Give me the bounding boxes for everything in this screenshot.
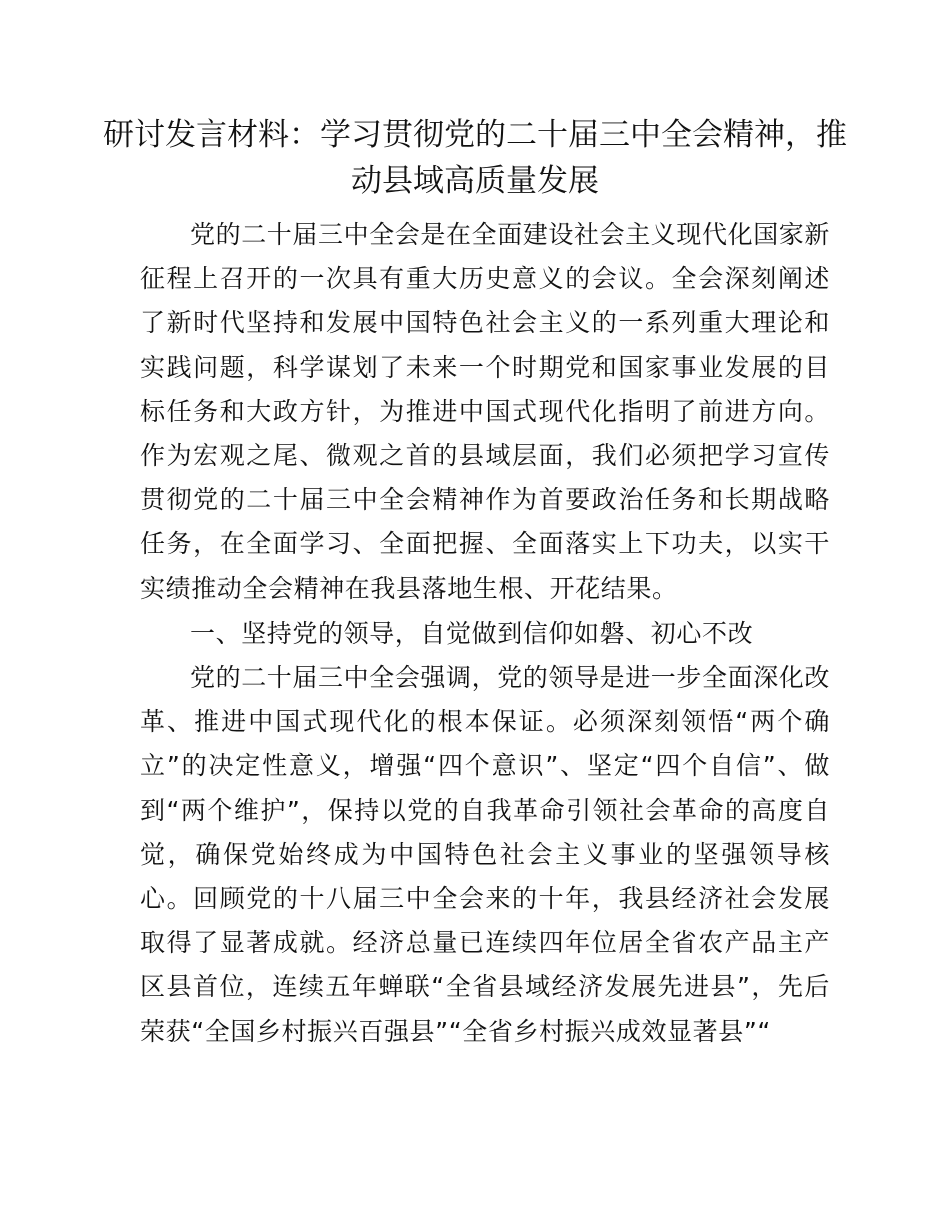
section-heading-1: 一、坚持党的领导，自觉做到信仰如磐、初心不改: [190, 619, 754, 648]
document-title: 研讨发言材料：学习贯彻党的二十届三中全会精神，推动县域高质量发展: [103, 117, 847, 199]
intro-paragraph: 党的二十届三中全会是在全面建设社会主义现代化国家新征程上召开的一次具有重大历史意义的会议。全会深刻阐述了新时代坚持和发展中国特色社会主义的一系列重大理论和实践问题，科学谋划了未来一个时期党和国家事业发展的目标任务和大政方针，为推进中国式现代化指明了前进方向。作为宏观之尾、微观之首的县域层面，我们必须把学习宣传贯彻党的二十届三中全会精神作为首要政治任务和长期战略任务，在全面学习、全面把握、全面落实上下功夫，以实干实绩推动全会精神在我县落地生根、开花结果。: [140, 220, 831, 603]
section-1-paragraph: 党的二十届三中全会强调，党的领导是进一步全面深化改革、推进中国式现代化的根本保证。必须深刻领悟“两个确立”的决定性意义，增强“四个意识”、坚定“四个自信”、做到“两个维护”，保持以党的自我革命引领社会革命的高度自觉，确保党始终成为中国特色社会主义事业的坚强领导核心。回顾党的十八届三中全会来的十年，我县经济社会发展取得了显著成就。经济总量已连续四年位居全省农产品主产区县首位，连续五年蝉联“全省县域经济发展先进县”，先后荣获“全国乡村振兴百强县”“全省乡村振兴成效显著县”“: [140, 663, 831, 1046]
